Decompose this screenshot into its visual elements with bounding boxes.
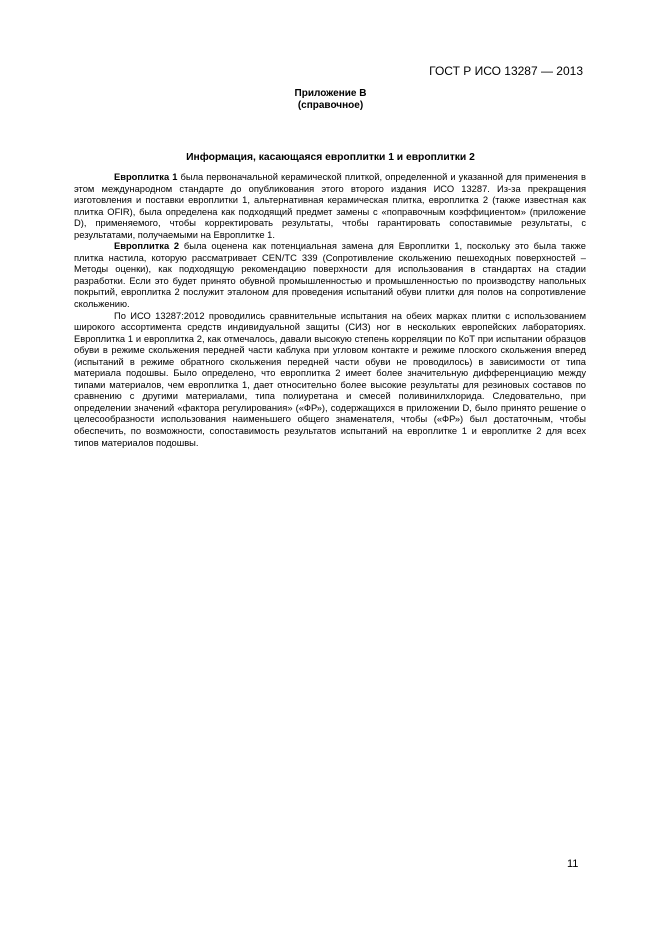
paragraph-lead: Европлитка 1 — [114, 172, 178, 182]
standard-code: ГОСТ Р ИСО 13287 — 2013 — [429, 64, 583, 78]
paragraph-comparison — [74, 311, 586, 450]
page-number: 11 — [567, 858, 579, 870]
appendix-label: Приложение В — [294, 88, 367, 99]
appendix-heading — [0, 88, 661, 112]
paragraph-europlate-1 — [74, 172, 586, 241]
paragraph-lead: Европлитка 2 — [114, 241, 180, 252]
section-title: Информация, касающаяся европлитки 1 и европлитки 2 — [186, 152, 475, 163]
paragraph-text: По ИСО 13287:2012 проводились сравнительные испытания на обеих марках плитки с использованием широкого ассортимента средств индивидуальной защиты (СИЗ) ног в нескольких европейских лабораториях. Европлитка 1 и европлитка 2, как отмечалось, давали высокую степень корреляции по КоТ при испытании образцов обуви в режиме скольжения передней части каблука при угловом контакте и режиме плоского скольжения вперед (испытаний в режиме обратного скольжения передней части обуви не проводилось) в зависимости от типа материала подошвы. Было определено, что европлитка 2 имеет более значительную дифференциацию между типами материалов, чем европлитка 1, дает относительно более высокие результаты для резиновых составов по сравнению с другими материалами, типа полиуретана и смесей поливинилхлорида. Следовательно, при определении значений «фактора регулирования» («ФР»), содержащихся в приложении D, было принято решение о целесообразности использования наименьшего общего знаменателя, чтобы («ФР») был достаточным, чтобы обеспечить, по возможности, сопоставимость результатов испытаний на европлитке 1 и европлитке 2 для всех типов материалов подошвы. — [74, 310, 586, 448]
paragraph-text: была оценена как потенциальная замена для Европлитки 1, поскольку это была также плитка настила, которую рассматривает CEN/TC 339 (Сопротивление скольжению пешеходных поверхностей – Методы оценки), как подходящую рекомендацию поверхности для использования в стандартах на стадии разработки. Если это будет принято обувной промышленностью и промышленностью по производству напольных покрытий, европлитка 2 послужит эталоном для проведения испытаний обуви плитки для полов на сопротивление скольжению. — [74, 241, 586, 310]
paragraph-europlate-2 — [74, 241, 586, 310]
body-text — [74, 172, 586, 449]
appendix-type: (справочное) — [297, 100, 364, 111]
paragraph-text: была первоначальной керамической плиткой, определенной и указанной для применения в этом международном стандарте до опубликования этого второго издания ИСО 13287. Из-за прекращения изготовления и поставки европлитки 1, альтернативная керамическая плитка, европлитка 2 (также известная как плитка OFIR), была определена как подходящий предмет замены с «поправочным коэффициентом» (приложение D), применяемого, чтобы корректировать результаты, чтобы гарантировать сопоставимые результаты, с результатами, получаемыми на Европлитке 1. — [74, 172, 586, 240]
